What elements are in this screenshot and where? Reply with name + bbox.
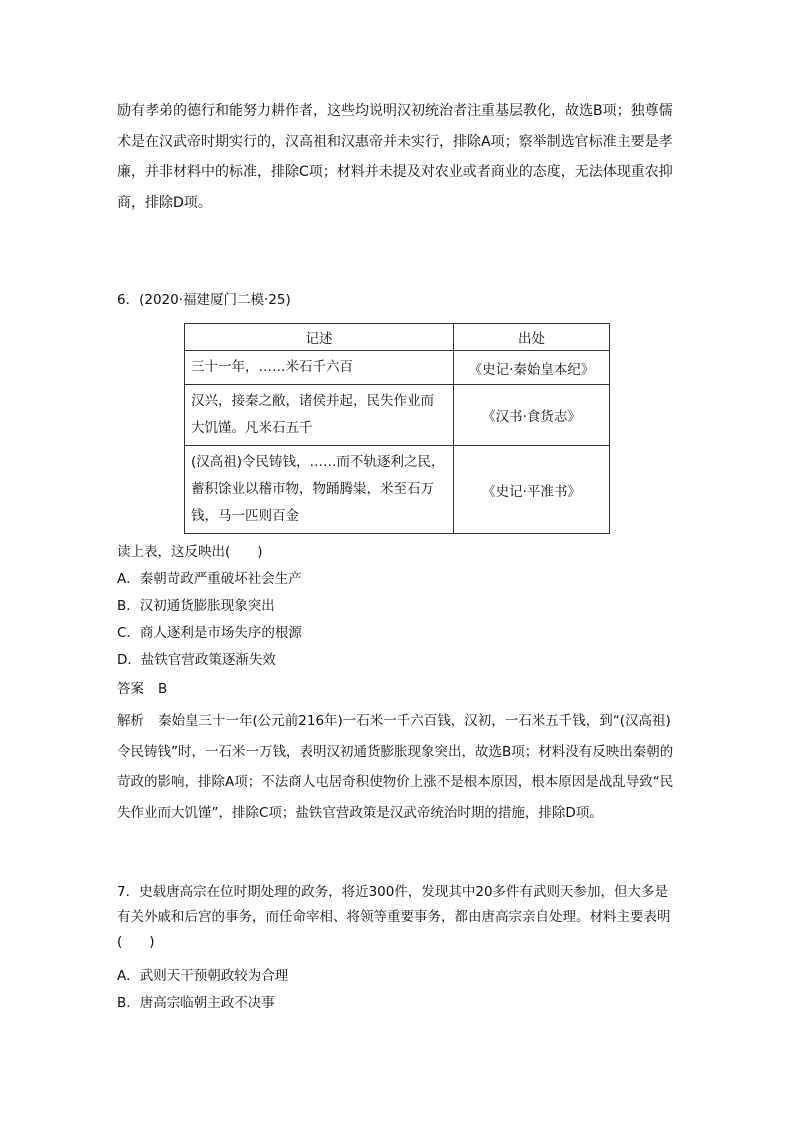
question-6-header: 6．(2020·福建厦门二模·25)	[117, 292, 291, 308]
table-row	[185, 385, 610, 446]
previous-explanation-paragraph: 励有孝弟的德行和能努力耕作者，这些均说明汉初统治者注重基层教化，故选B项；独尊儒术是在汉武帝时期实行的，汉高祖和汉惠帝并未实行，排除A项；察举制选官标准主要是孝廉，并非材料中的标准，排除C项；材料并未提及对农业或者商业的态度，无法体现重农抑商，排除D项。	[117, 103, 673, 211]
table-row	[185, 446, 610, 534]
answer-label: 答案	[117, 681, 144, 697]
option-b: B．汉初通货膨胀现象突出	[117, 598, 275, 614]
table-cell-source: 《汉书·食货志》	[454, 385, 610, 446]
option-a: A．秦朝苛政严重破坏社会生产	[117, 571, 302, 587]
source-table	[184, 323, 610, 534]
q7-option-b: B．唐高宗临朝主政不决事	[117, 995, 275, 1011]
q7-option-a: A．武则天干预朝政较为合理	[117, 968, 289, 984]
option-d: D．盐铁官营政策逐渐失效	[117, 652, 276, 668]
table-cell-source: 《史记·平准书》	[454, 446, 610, 534]
table-header-source: 出处	[454, 324, 610, 351]
explanation-paragraph	[117, 706, 677, 828]
explanation-text: 秦始皇三十一年(公元前216年)一石米一千六百钱，汉初，一石米五千钱，到“(汉高祖)令民铸钱”时，一石米一万钱，表明汉初通货膨胀现象突出，故选B项；材料没有反映出秦朝的苛政的影响，排除A项；不法商人屯居奇积使物价上涨不是根本原因，根本原因是战乱导致“民失作业而大饥馑”，排除C项；盐铁官营政策是汉武帝统治时期的措施，排除D项。	[117, 713, 674, 821]
table-cell-record: 汉兴，接秦之敝，诸侯并起，民失作业而大饥馑。凡米石五千	[185, 385, 454, 446]
question-6-stem: 读上表，这反映出( )	[117, 544, 263, 560]
table-cell-source: 《史记·秦始皇本纪》	[454, 351, 610, 385]
explanation-label: 解析	[117, 713, 144, 729]
answer-line	[117, 679, 167, 699]
table-header-row	[185, 324, 610, 351]
table-cell-record: (汉高祖)令民铸钱，……而不轨逐利之民，蓄积馀业以稽市物，物踊腾粜，米至石万钱，马一匹则百金	[185, 446, 454, 534]
answer-value: B	[158, 681, 168, 697]
table-cell-record: 三十一年，……米石千六百	[185, 351, 454, 385]
table-row	[185, 351, 610, 385]
table-header-record: 记述	[185, 324, 454, 351]
question-7-stem: 7．史载唐高宗在位时期处理的政务，将近300件，发现其中20多件有武则天参加，但大多是有关外戚和后宫的事务，而任命宰相、将领等重要事务，都由唐高宗亲自处理。材料主要表明( )	[117, 884, 671, 950]
option-c: C．商人逐利是市场失序的根源	[117, 625, 302, 641]
